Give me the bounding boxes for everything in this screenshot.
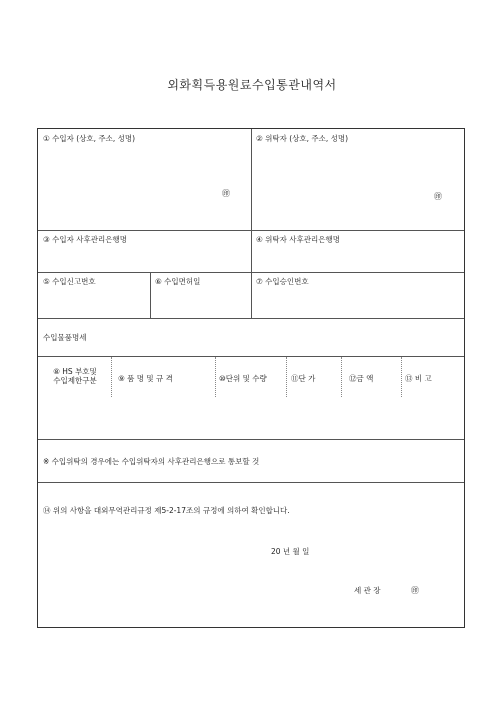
consignor-bank-label: ④ 위탁자 사후관리은행명 <box>256 235 340 244</box>
row-divider-3 <box>38 318 464 319</box>
goods-col-amount: ⑫금 액 <box>349 374 374 383</box>
license-date-label: ⑥ 수입면허일 <box>155 277 201 286</box>
customs-officer-label: 세 관 장 <box>354 586 381 595</box>
goods-col-sep-1 <box>111 357 112 397</box>
goods-col-unit-price: ⑪단 가 <box>291 374 316 383</box>
importer-label: ① 수입자 (상호, 주소, 성명) <box>43 134 136 143</box>
goods-col-sep-3 <box>286 357 287 397</box>
col-divider-main <box>251 129 252 318</box>
consignor-seal-mark: ㊞ <box>434 192 442 201</box>
goods-col-hs-line2: 수입제한구분 <box>53 376 97 385</box>
goods-col-unit-qty: ⑩단위 및 수량 <box>219 374 267 383</box>
goods-col-sep-2 <box>215 357 216 397</box>
goods-col-name: ⑨ 품 명 및 규 격 <box>118 374 173 383</box>
customs-clearance-form <box>37 128 465 628</box>
row-divider-6 <box>38 482 464 483</box>
goods-section-label: 수입물품명세 <box>43 333 87 342</box>
goods-col-remark: ⑬ 비 고 <box>405 374 432 383</box>
importer-seal-mark: ㊞ <box>222 189 230 198</box>
import-declaration-no-label: ⑤ 수입신고번호 <box>43 277 96 286</box>
col-divider-license <box>150 272 151 318</box>
row-divider-5 <box>38 439 464 440</box>
approval-no-label: ⑦ 수입승인번호 <box>256 277 309 286</box>
confirm-date: 20 년 월 일 <box>271 547 310 556</box>
goods-col-hs-line1: ⑧ HS 부호및 <box>53 367 97 376</box>
goods-col-sep-5 <box>401 357 402 397</box>
importer-bank-label: ③ 수입자 사후관리은행명 <box>43 235 127 244</box>
goods-col-sep-4 <box>341 357 342 397</box>
notice-text: ※ 수입위탁의 경우에는 수입위탁자의 사후관리은행으로 통보할 것 <box>43 457 260 466</box>
confirm-text: ⑭ 위의 사항을 대외무역관리규정 제5-2-17조의 규정에 의하여 확인합니다. <box>43 506 290 515</box>
consignor-label: ② 위탁자 (상호, 주소, 성명) <box>256 134 349 143</box>
officer-seal-mark: ㊞ <box>411 586 419 595</box>
goods-col-hs <box>40 367 110 385</box>
form-title: 외화획득용원료수입통관내역서 <box>167 78 337 92</box>
